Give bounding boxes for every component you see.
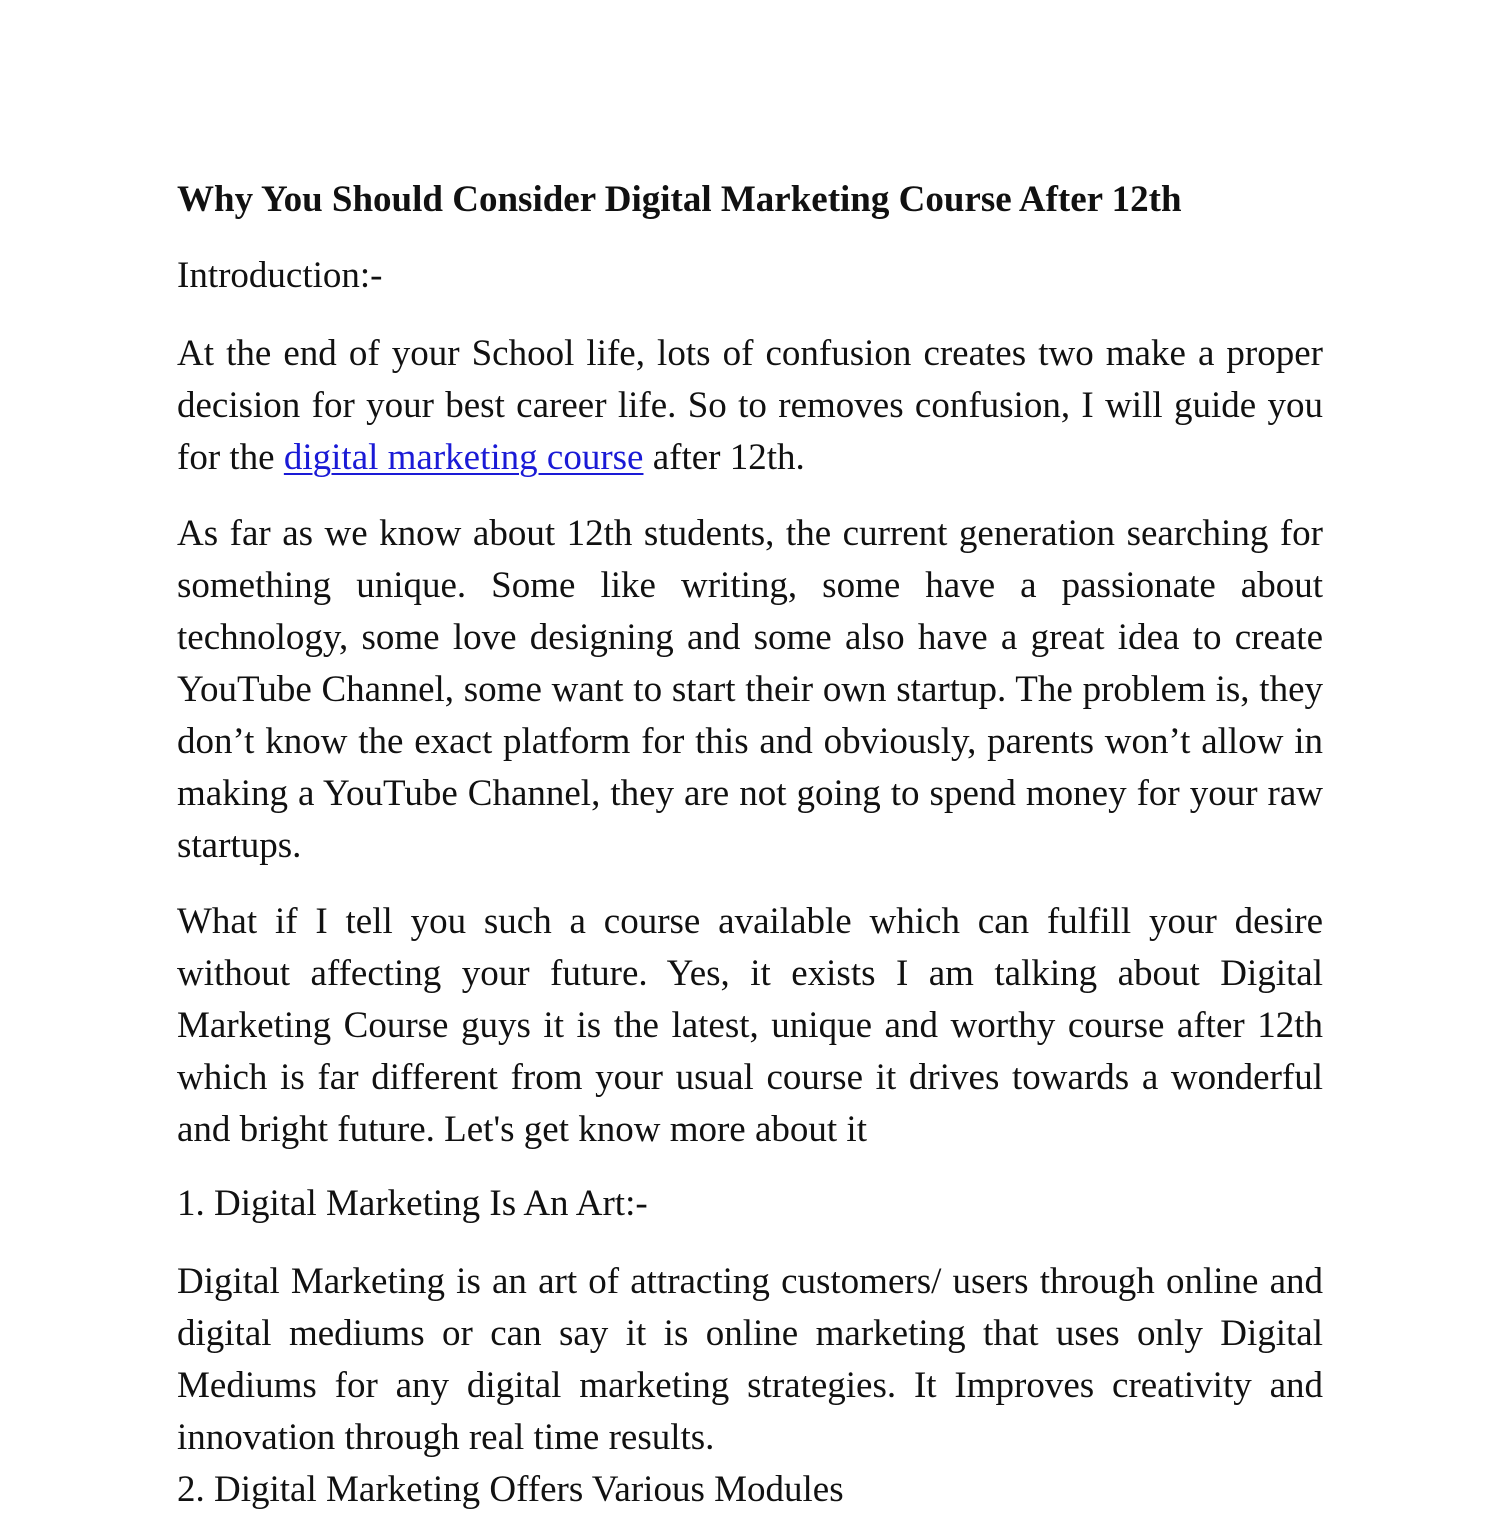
document-body — [177, 176, 1323, 1488]
section-heading-art: 1. Digital Marketing Is An Art:- — [177, 1183, 648, 1224]
paragraph-intro-text-before: At the end of your School life, lots of confusion creates two make a proper decision for your best career life. So to removes confusion, I will guide you for the — [177, 333, 1323, 478]
paragraph-intro — [177, 328, 1323, 484]
paragraph-course-available: What if I tell you such a course available which can fulfill your desire without affecting your future. Yes, it exists I am talking about Digital Marketing Course guys it is the latest, unique and worthy course after 12th which is far different from your usual course it drives towards a wonderful and bright future. Let's get know more about it — [177, 901, 1323, 1150]
paragraph-students: As far as we know about 12th students, the current generation searching for something unique. Some like writing, some have a passionate about technology, some love designing and some also have a great idea to create YouTube Channel, some want to start their own startup. The problem is, they don’t know the exact platform for this and obviously, parents won’t allow in making a YouTube Channel, they are not going to spend money for your raw startups. — [177, 513, 1323, 866]
paragraph-intro-text-after: after 12th. — [643, 437, 805, 478]
intro-heading: Introduction:- — [177, 255, 383, 296]
document-title: Why You Should Consider Digital Marketing Course After 12th — [177, 179, 1182, 220]
section-heading-modules-partial: 2. Digital Marketing Offers Various Modules — [177, 1469, 844, 1510]
paragraph-art: Digital Marketing is an art of attracting customers/ users through online and digital mediums or can say it is online marketing that uses only Digital Mediums for any digital marketing strategies. It Improves creativity and innovation through real time results. — [177, 1261, 1323, 1458]
digital-marketing-course-link[interactable]: digital marketing course — [283, 437, 644, 478]
